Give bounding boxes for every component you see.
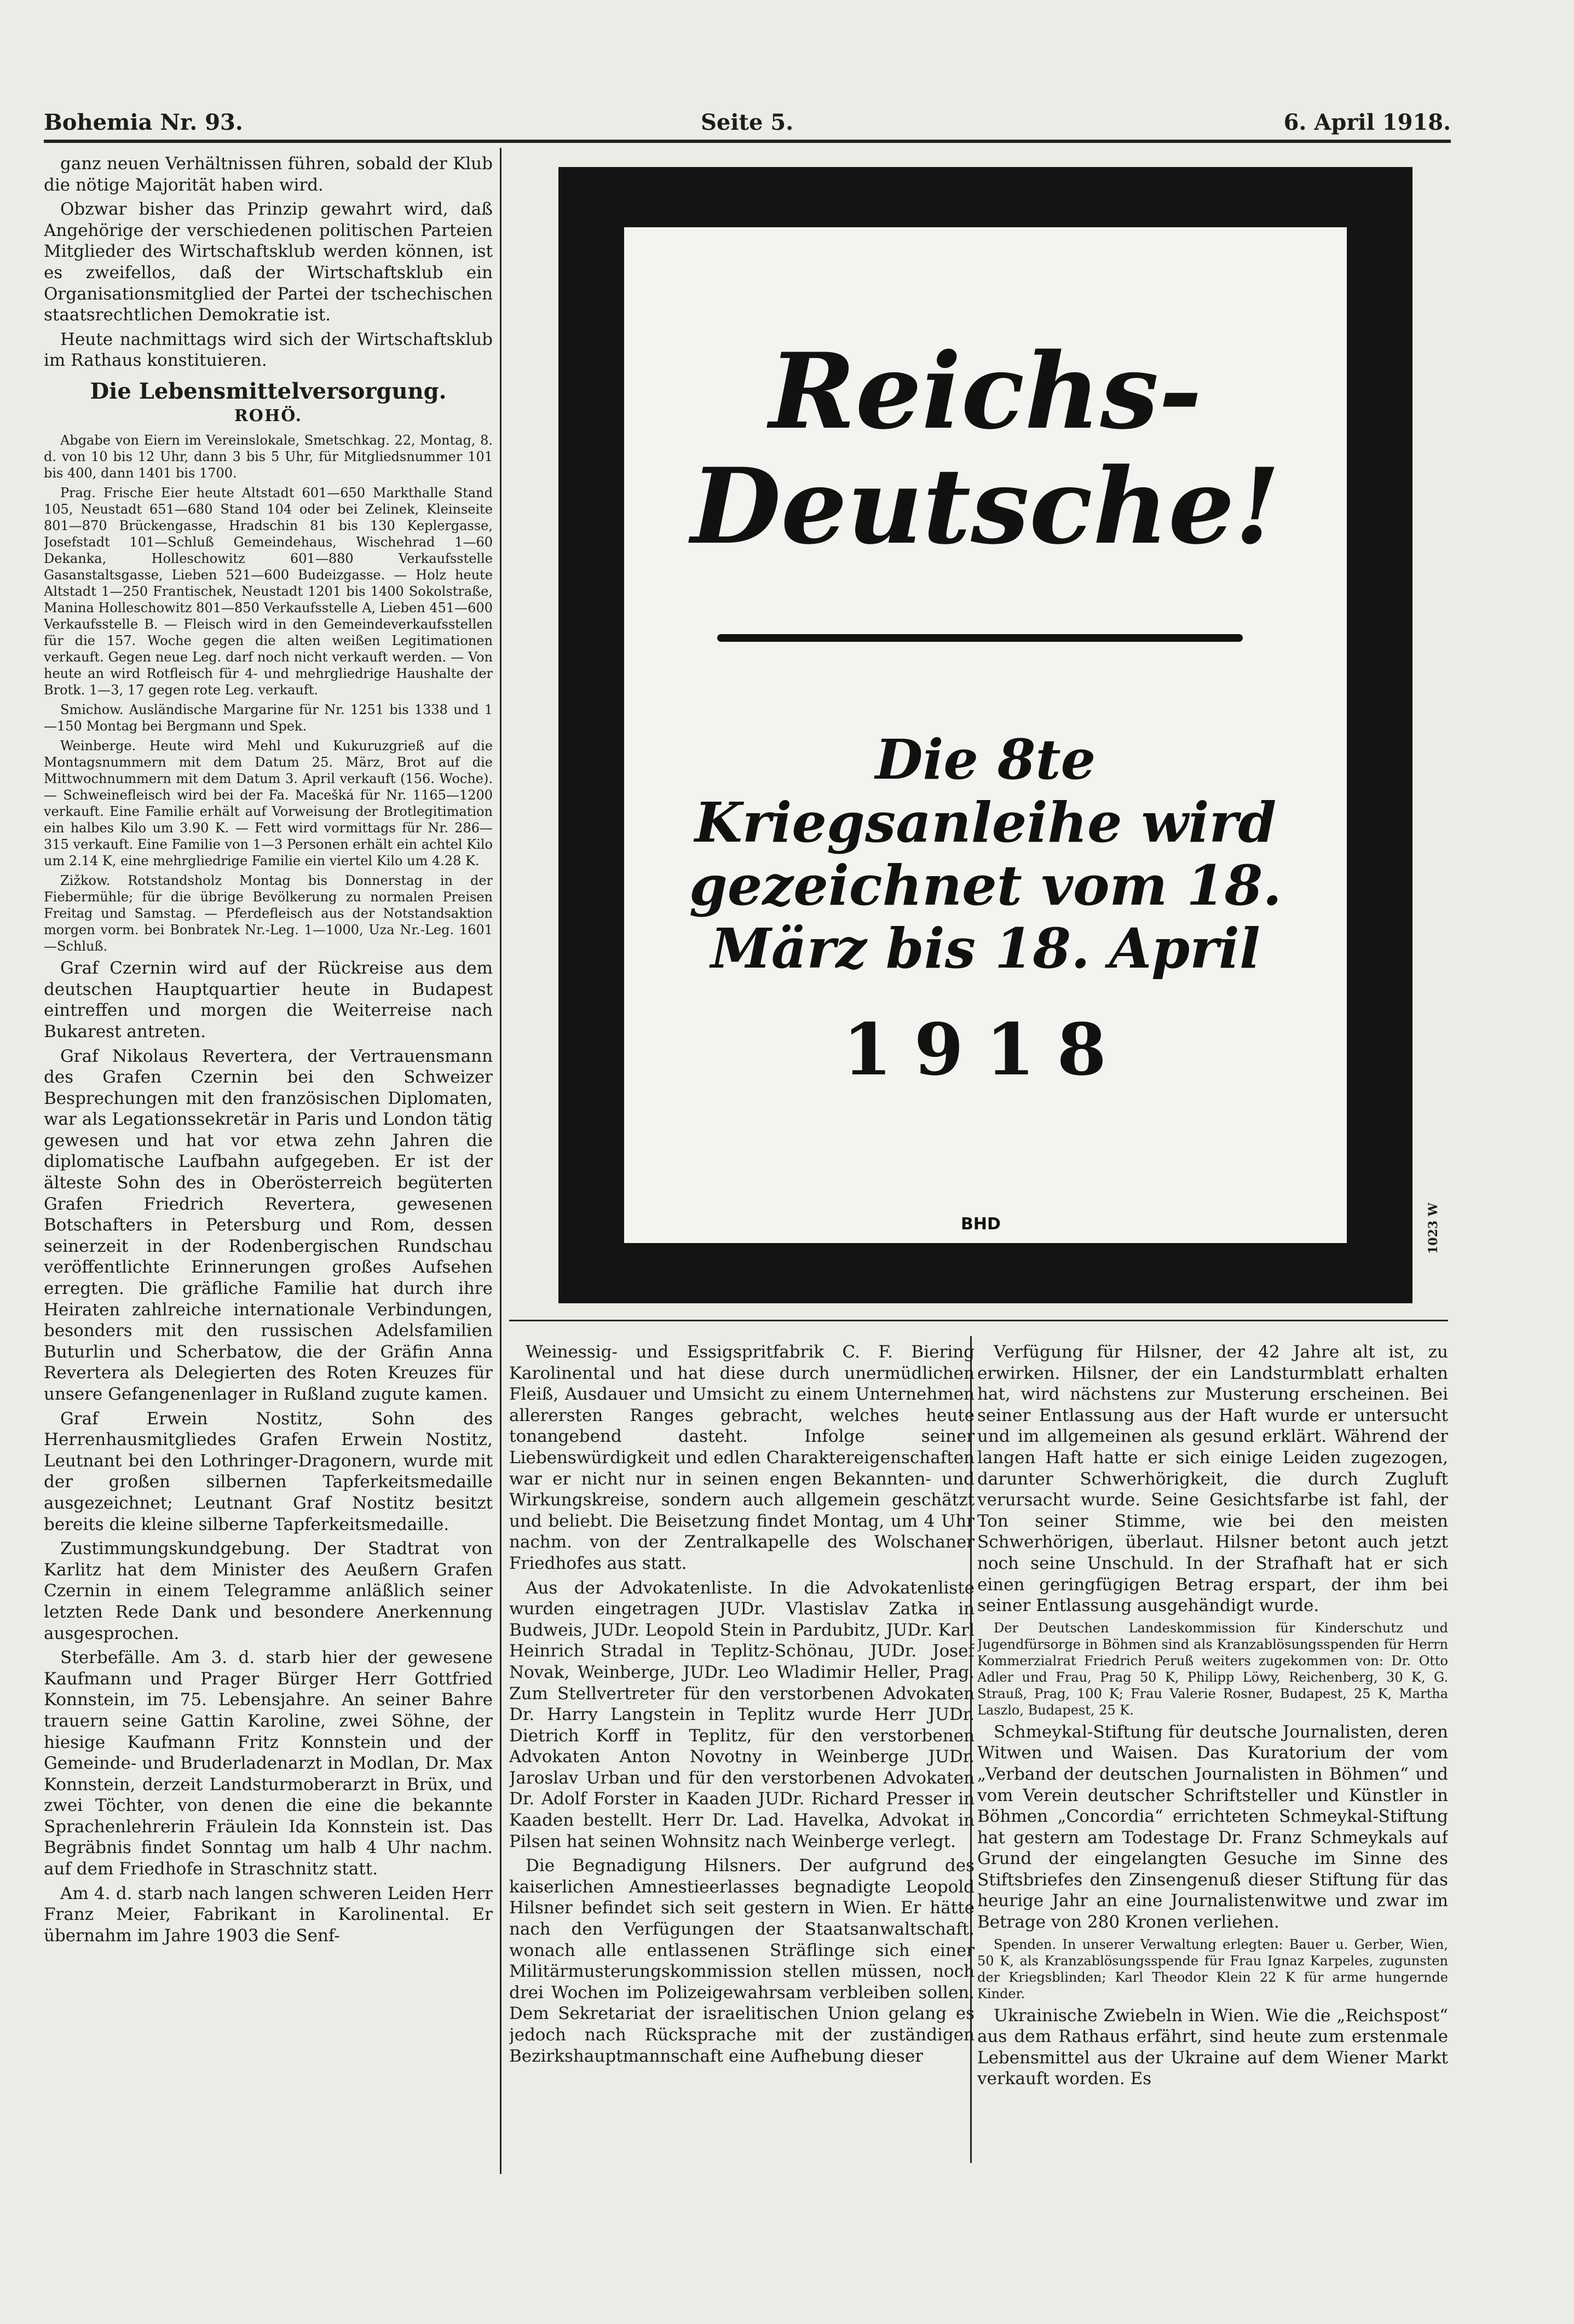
page-header bbox=[44, 104, 1451, 142]
notice-paragraph: Abgabe von Eiern im Vereinslokale, Smetschkag. 22, Montag, 8. d. von 10 bis 12 Uhr, dann 3 bis 5 Uhr, für Mitgliedsnummer 101 bis 400, dann 1401 bis 1700. bbox=[44, 433, 493, 481]
section-heading: Die Lebensmittelversorgung. bbox=[90, 378, 447, 404]
news-paragraph: Die Begnadigung Hilsners. Der aufgrund des kaiserlichen Amnestieerlasses begnadigte Leopold Hilsner befindet sich seit gestern in Wien. Er hätte nach den Verfügungen der Staatsanwaltschaft, wonach alle entlassenen Sträflinge sich einer Militärmusterungskommission stellen müssen, noch drei Wochen im Polizeigewahrsam verbleiben sollen. Dem Sekretariat der israelitischen Union gelang es jedoch nach Rücksprache mit der zuständigen Bezirkshauptmannschaft eine Aufhebung dieser bbox=[509, 1856, 975, 2066]
notice-paragraph: Spenden. In unserer Verwaltung erlegten: Bauer u. Gerber, Wien, 50 K, als Kranzablösungsspende für Frau Ignaz Karpeles, zugunsten der Kriegsblinden; Karl Theodor Klein 22 K für arme hungernde Kinder. bbox=[977, 1936, 1448, 2001]
advertisement-side-code: 1023 W bbox=[1426, 1203, 1440, 1254]
section-subheading: ROHÖ. bbox=[234, 406, 303, 425]
article-paragraph: Obzwar bisher das Prinzip gewahrt wird, daß Angehörige der verschiedenen politischen Parteien Mitglieder des Wirtschaftsklub werden können, ist es zweifellos, daß der Wirtschaftsklub ein Organisationsmitglied der Partei der tschechischen staatsrechtlichen Demokratie ist. bbox=[44, 199, 493, 325]
notice-paragraph: Smichow. Ausländische Margarine für Nr. 1251 bis 1338 und 1—150 Montag bei Bergmann und Spek. bbox=[44, 702, 493, 734]
column-left bbox=[44, 153, 493, 2125]
notice-paragraph: Der Deutschen Landeskommission für Kinderschutz und Jugendfürsorge in Böhmen sind als Kranzablösungsspenden für Herrn Kommerzialrat Friedrich Peruß weiters zugekommen von: Dr. Otto Adler und Frau, Prag 50 K, Philipp Löwy, Reichenberg, 30 K, G. Strauß, Prag, 100 K; Frau Valerie Rosner, Budapest, 25 K, Martha Laszlo, Budapest, 25 K. bbox=[977, 1620, 1448, 1718]
header-rule bbox=[44, 140, 1451, 143]
news-paragraph: Graf Nikolaus Revertera, der Vertrauensmann des Grafen Czernin bei den Schweizer Besprechungen mit den französischen Diplomaten, war als Legationssekretär in Paris und London tätig gewesen und hat vor etwa zehn Jahren die diplomatische Laufbahn aufgegeben. Er ist der älteste Sohn des in Oberösterreich begüterten Grafen Friedrich Revertera, gewesenen Botschafters in Petersburg und Rom, dessen seinerzeit in der Rodenbergischen Rundschau veröffentlichte Erinnerungen großes Aufsehen erregten. Die gräfliche Familie hat durch ihre Heiraten zahlreiche internationale Verbindungen, besonders mit den russischen Adelsfamilien Buturlin und Scherbatow, die der Gräfin Anna Revertera als Delegierten des Roten Kreuzes für unsere Gefangenenlager in Rußland zugute kamen. bbox=[44, 1046, 493, 1404]
news-paragraph: Am 4. d. starb nach langen schweren Leiden Herr Franz Meier, Fabrikant in Karolinental. Er übernahm im Jahre 1903 die Senf- bbox=[44, 1883, 493, 1946]
news-paragraph: Graf Czernin wird auf der Rückreise aus dem deutschen Hauptquartier heute in Budapest eintreffen und morgen die Weiterreise nach Bukarest antreten. bbox=[44, 958, 493, 1042]
news-paragraph: Aus der Advokatenliste. In die Advokatenliste wurden eingetragen JUDr. Vlastislav Zatka in Budweis, JUDr. Leopold Stein in Pardubitz, JUDr. Karl Heinrich Stradal in Teplitz-Schönau, JUDr. Josef Novak, Weinberge, JUDr. Leo Wladimir Heller, Prag. Zum Stellvertreter für den verstorbenen Advokaten Dr. Harry Langstein in Teplitz wurde Herr JUDr. Dietrich Korff in Teplitz, für den verstorbenen Advokaten Anton Novotny in Weinberge JUDr. Jaroslav Urban und für den verstorbenen Advokaten Dr. Adolf Forster in Kaaden JUDr. Richard Presser in Kaaden bestellt. Herr Dr. Lad. Havelka, Advokat in Pilsen hat seinen Wohnsitz nach Weinberge verlegt. bbox=[509, 1578, 975, 1851]
article-paragraph: Heute nachmittags wird sich der Wirtschaftsklub im Rathaus konstituieren. bbox=[44, 329, 493, 371]
news-paragraph: Sterbefälle. Am 3. d. starb hier der gewesene Kaufmann und Prager Bürger Herr Gottfried Konnstein, im 75. Lebensjahre. An seiner Bahre trauern seine Gattin Karoline, zwei Söhne, der hiesige Kaufmann Fritz Konnstein und der Gemeinde- und Bruderladenarzt in Modlan, Dr. Max Konnstein, derzeit Landsturmoberarzt in Brüx, und zwei Töchter, von denen die eine die bekannte Sprachenlehrerin Fräulein Ida Konnstein ist. Das Begräbnis findet Sonntag um halb 4 Uhr nachm. auf dem Friedhofe in Straschnitz statt. bbox=[44, 1648, 493, 1879]
news-paragraph: Ukrainische Zwiebeln in Wien. Wie die „Reichspost“ aus dem Rathaus erfährt, sind heute zum erstenmale Lebensmittel aus der Ukraine auf dem Wiener Markt verkauft worden. Es bbox=[977, 2005, 1448, 2089]
column-right bbox=[977, 1342, 1448, 2163]
news-paragraph: Weinessig- und Essigspritfabrik C. F. Biering Karolinental und hat diese durch unermüdlichen Fleiß, Ausdauer und Umsicht zu einem Unternehmen allerersten Ranges gebracht, welches heute tonangebend dasteht. Infolge seiner Liebenswürdigkeit und edlen Charaktereigenschaften war er nicht nur in seinen engen Bekannten- und Wirkungskreise, sondern auch allgemein geschätzt und beliebt. Die Beisetzung findet Montag, um 4 Uhr nachm. von der Zentralkapelle des Wolschaner Friedhofes aus statt. bbox=[509, 1342, 975, 1573]
news-paragraph: Schmeykal-Stiftung für deutsche Journalisten, deren Witwen und Waisen. Das Kuratorium der vom „Verband der deutschen Journalisten in Böhmen“ und vom Verein deutscher Schriftsteller und Künstler in Böhmen „Concordia“ errichteten Schmeykal-Stiftung hat gestern am Todestage Dr. Franz Schmeykals auf Grund der eingelangten Gesuche im Sinne des Stiftsbriefes den Zinsengenuß dieser Stiftung für das heurige Jahr an eine Journalistenwitwe und zwar im Betrage von 280 Kronen verliehen. bbox=[977, 1722, 1448, 1932]
column-divider bbox=[500, 148, 501, 2174]
advertisement-signature: BHD bbox=[961, 1215, 1001, 1234]
notice-paragraph: Prag. Frische Eier heute Altstadt 601—650 Markthalle Stand 105, Neustadt 651—680 Stand 104 oder bei Zelinek, Kleinseite 801—870 Brückengasse, Hradschin 81 bis 130 Keplergasse, Josefstadt 101—Schluß Gemeindehaus, Wischehrad 1—60 Dekanka, Holleschowitz 601—880 Verkaufsstelle Gasanstaltsgasse, Lieben 521—600 Budeizgasse. — Holz heute Altstadt 1—250 Frantischek, Neustadt 1201 bis 1400 Sokolstraße, Manina Holleschowitz 801—850 Verkaufsstelle A, Lieben 451—600 Verkaufsstelle B. — Fleisch wird in den Gemeindeverkaufsstellen für die 157. Woche gegen die alten weißen Legitimationen verkauft. Gegen neue Leg. darf noch nicht verkauft werden. — Von heute an wird Rotfleisch für 4- und mehrgliedrige Haushalte der Brotk. 1—3, 17 gegen rote Leg. verkauft. bbox=[44, 485, 493, 698]
notice-paragraph: Zižkow. Rotstandsholz Montag bis Donnerstag in der Fiebermühle; für die übrige Bevölkerung zu normalen Preisen Freitag und Samstag. — Pferdefleisch aus der Notstandsaktion morgen vorm. bei Bonbratek Nr.-Leg. 1—1000, Uza Nr.-Leg. 1601—Schluß. bbox=[44, 873, 493, 954]
news-paragraph: Verfügung für Hilsner, der 42 Jahre alt ist, zu erwirken. Hilsner, der ein Landsturmblatt erhalten hat, wird nächstens zur Musterung erscheinen. Bei seiner Entlassung aus der Haft wurde er untersucht und im allgemeinen als gesund erklärt. Während der langen Haft hatte er sich einige Leiden zugezogen, darunter Schwerhörigkeit, die durch Zugluft verursacht wurde. Seine Gesichtsfarbe ist fahl, der Ton seiner Stimme, wie bei den meisten Schwerhörigen, überlaut. Hilsner betont auch jetzt noch seine Unschuld. In der Strafhaft hat er sich einen geringfügigen Betrag erspart, der ihm bei seiner Entlassung ausgehändigt wurde. bbox=[977, 1342, 1448, 1616]
news-paragraph: Graf Erwein Nostitz, Sohn des Herrenhausmitgliedes Grafen Erwein Nostitz, Leutnant bei den Lothringer-Dragonern, wurde mit der großen silbernen Tapferkeitsmedaille ausgezeichnet; Leutnant Graf Nostitz besitzt bereits die kleine silberne Tapferkeitsmedaille. bbox=[44, 1408, 493, 1534]
section-rule bbox=[509, 1320, 1448, 1321]
column-middle bbox=[509, 1342, 975, 2163]
advertisement-year: 1918 bbox=[843, 1008, 1128, 1091]
header-page-number: Seite 5. bbox=[701, 110, 794, 135]
notice-paragraph: Weinberge. Heute wird Mehl und Kukuruzgrieß auf die Montagsnummern mit dem Datum 25. März, Brot auf die Mittwochnummern mit dem Datum 3. April verkauft (156. Woche). — Schweinefleisch wird bei der Fa. Macešká für Nr. 1165—1200 verkauft. Eine Familie erhält auf Vorweisung der Brotlegitimation ein halbes Kilo um 3.90 K. — Fett wird vormittags für Nr. 286—315 verkauft. Eine Familie von 1—3 Personen erhält ein achtel Kilo um 2.14 K, eine mehrgliedrige Familie ein viertel Kilo um 4.28 K. bbox=[44, 738, 493, 869]
advertisement-rule bbox=[717, 634, 1243, 642]
header-masthead: Bohemia Nr. 93. bbox=[44, 110, 243, 135]
advertisement-title: Reichs-Deutsche! bbox=[690, 330, 1281, 567]
article-paragraph: ganz neuen Verhältnissen führen, sobald der Klub die nötige Majorität haben wird. bbox=[44, 154, 493, 195]
advertisement-text: Die 8te Kriegsanleihe wird gezeichnet vom 18. März bis 18. April bbox=[689, 727, 1282, 981]
news-paragraph: Zustimmungskundgebung. Der Stadtrat von Karlitz hat dem Minister des Aeußern Grafen Czernin in einem Telegramme anläßlich seiner letzten Rede Dank und besondere Anerkennung ausgesprochen. bbox=[44, 1539, 493, 1643]
header-date: 6. April 1918. bbox=[1283, 110, 1451, 135]
